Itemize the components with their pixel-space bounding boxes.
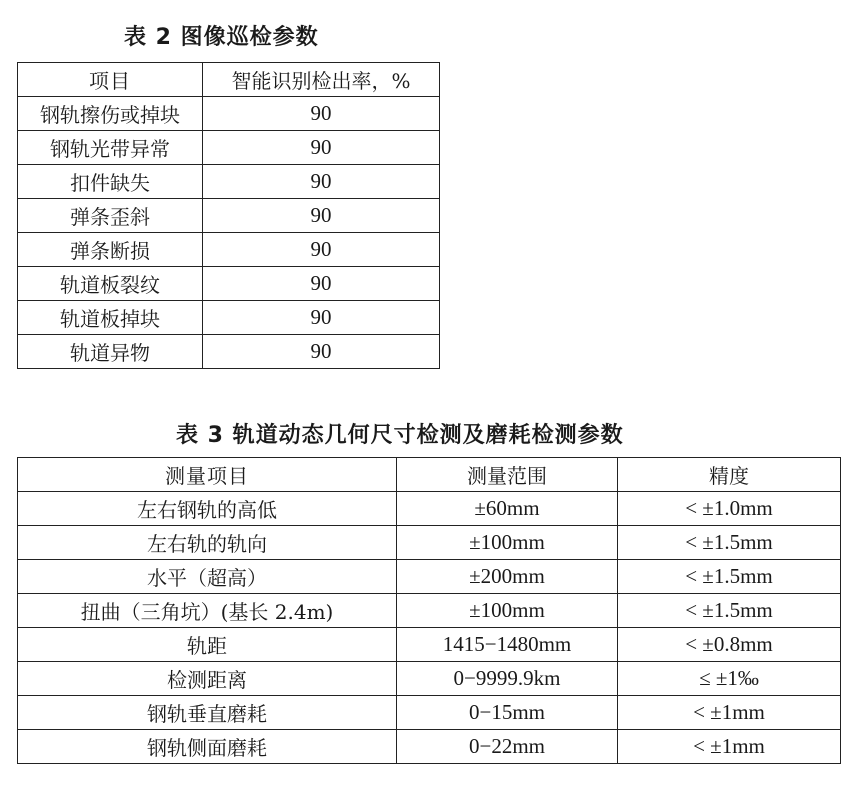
table-row [18,594,841,628]
table3-caption: 表 3 轨道动态几何尺寸检测及磨耗检测参数 [176,423,624,448]
table-cell-rate: 90 [203,97,440,131]
table-row [18,301,440,335]
table-cell-range: ±60mm [397,492,618,526]
table-row [18,662,841,696]
table-cell-range: ±100mm [397,594,618,628]
table-cell-rate: 90 [203,199,440,233]
table-cell-item: 弹条歪斜 [18,199,203,233]
table-row [18,267,440,301]
table-cell-item: 钢轨擦伤或掉块 [18,97,203,131]
table-cell-precision: < ±1.5mm [618,526,841,560]
image-inspection-table [17,62,440,369]
table-cell-item: 轨道板裂纹 [18,267,203,301]
table-cell-rate: 90 [203,131,440,165]
column-header-measurement-range: 测量范围 [397,458,618,492]
table-cell-range: 0−15mm [397,696,618,730]
table-cell-rate: 90 [203,267,440,301]
table-cell-rate: 90 [203,335,440,369]
table-cell-range: 1415−1480mm [397,628,618,662]
table-cell-item: 钢轨侧面磨耗 [18,730,397,764]
table-cell-precision: ≤ ±1‰ [618,662,841,696]
table-row [18,492,841,526]
table-cell-range: 0−22mm [397,730,618,764]
track-geometry-table [17,457,841,764]
table-cell-precision: < ±0.8mm [618,628,841,662]
table-cell-item: 钢轨光带异常 [18,131,203,165]
table-cell-rate: 90 [203,301,440,335]
table-header-row [18,63,440,97]
table-cell-range: 0−9999.9km [397,662,618,696]
table2-caption: 表 2 图像巡检参数 [124,25,319,50]
table-cell-precision: < ±1mm [618,696,841,730]
column-header-measurement-item: 测量项目 [18,458,397,492]
table-cell-precision: < ±1.5mm [618,594,841,628]
table-cell-item: 轨道板掉块 [18,301,203,335]
table-cell-item: 左右轨的轨向 [18,526,397,560]
table-row [18,696,841,730]
table-row [18,131,440,165]
table-cell-item: 检测距离 [18,662,397,696]
table-header-row [18,458,841,492]
table-row [18,628,841,662]
table-row [18,199,440,233]
table-cell-item: 水平（超高） [18,560,397,594]
table-cell-item: 弹条断损 [18,233,203,267]
table-cell-item: 轨道异物 [18,335,203,369]
table-cell-precision: < ±1.0mm [618,492,841,526]
table-cell-item: 轨距 [18,628,397,662]
table-row [18,165,440,199]
table-cell-item: 扭曲（三角坑）(基长 2.4m) [18,594,397,628]
table-row [18,335,440,369]
table-cell-item: 左右钢轨的高低 [18,492,397,526]
table-cell-precision: < ±1mm [618,730,841,764]
table-row [18,730,841,764]
table-cell-range: ±200mm [397,560,618,594]
table-cell-range: ±100mm [397,526,618,560]
column-header-item: 项目 [18,63,203,97]
table-row [18,97,440,131]
table-row [18,526,841,560]
table-cell-precision: < ±1.5mm [618,560,841,594]
column-header-detection-rate: 智能识别检出率，% [203,63,440,97]
table-cell-item: 钢轨垂直磨耗 [18,696,397,730]
table-cell-rate: 90 [203,233,440,267]
table-cell-item: 扣件缺失 [18,165,203,199]
table-row [18,233,440,267]
table-row [18,560,841,594]
table-cell-rate: 90 [203,165,440,199]
column-header-precision: 精度 [618,458,841,492]
